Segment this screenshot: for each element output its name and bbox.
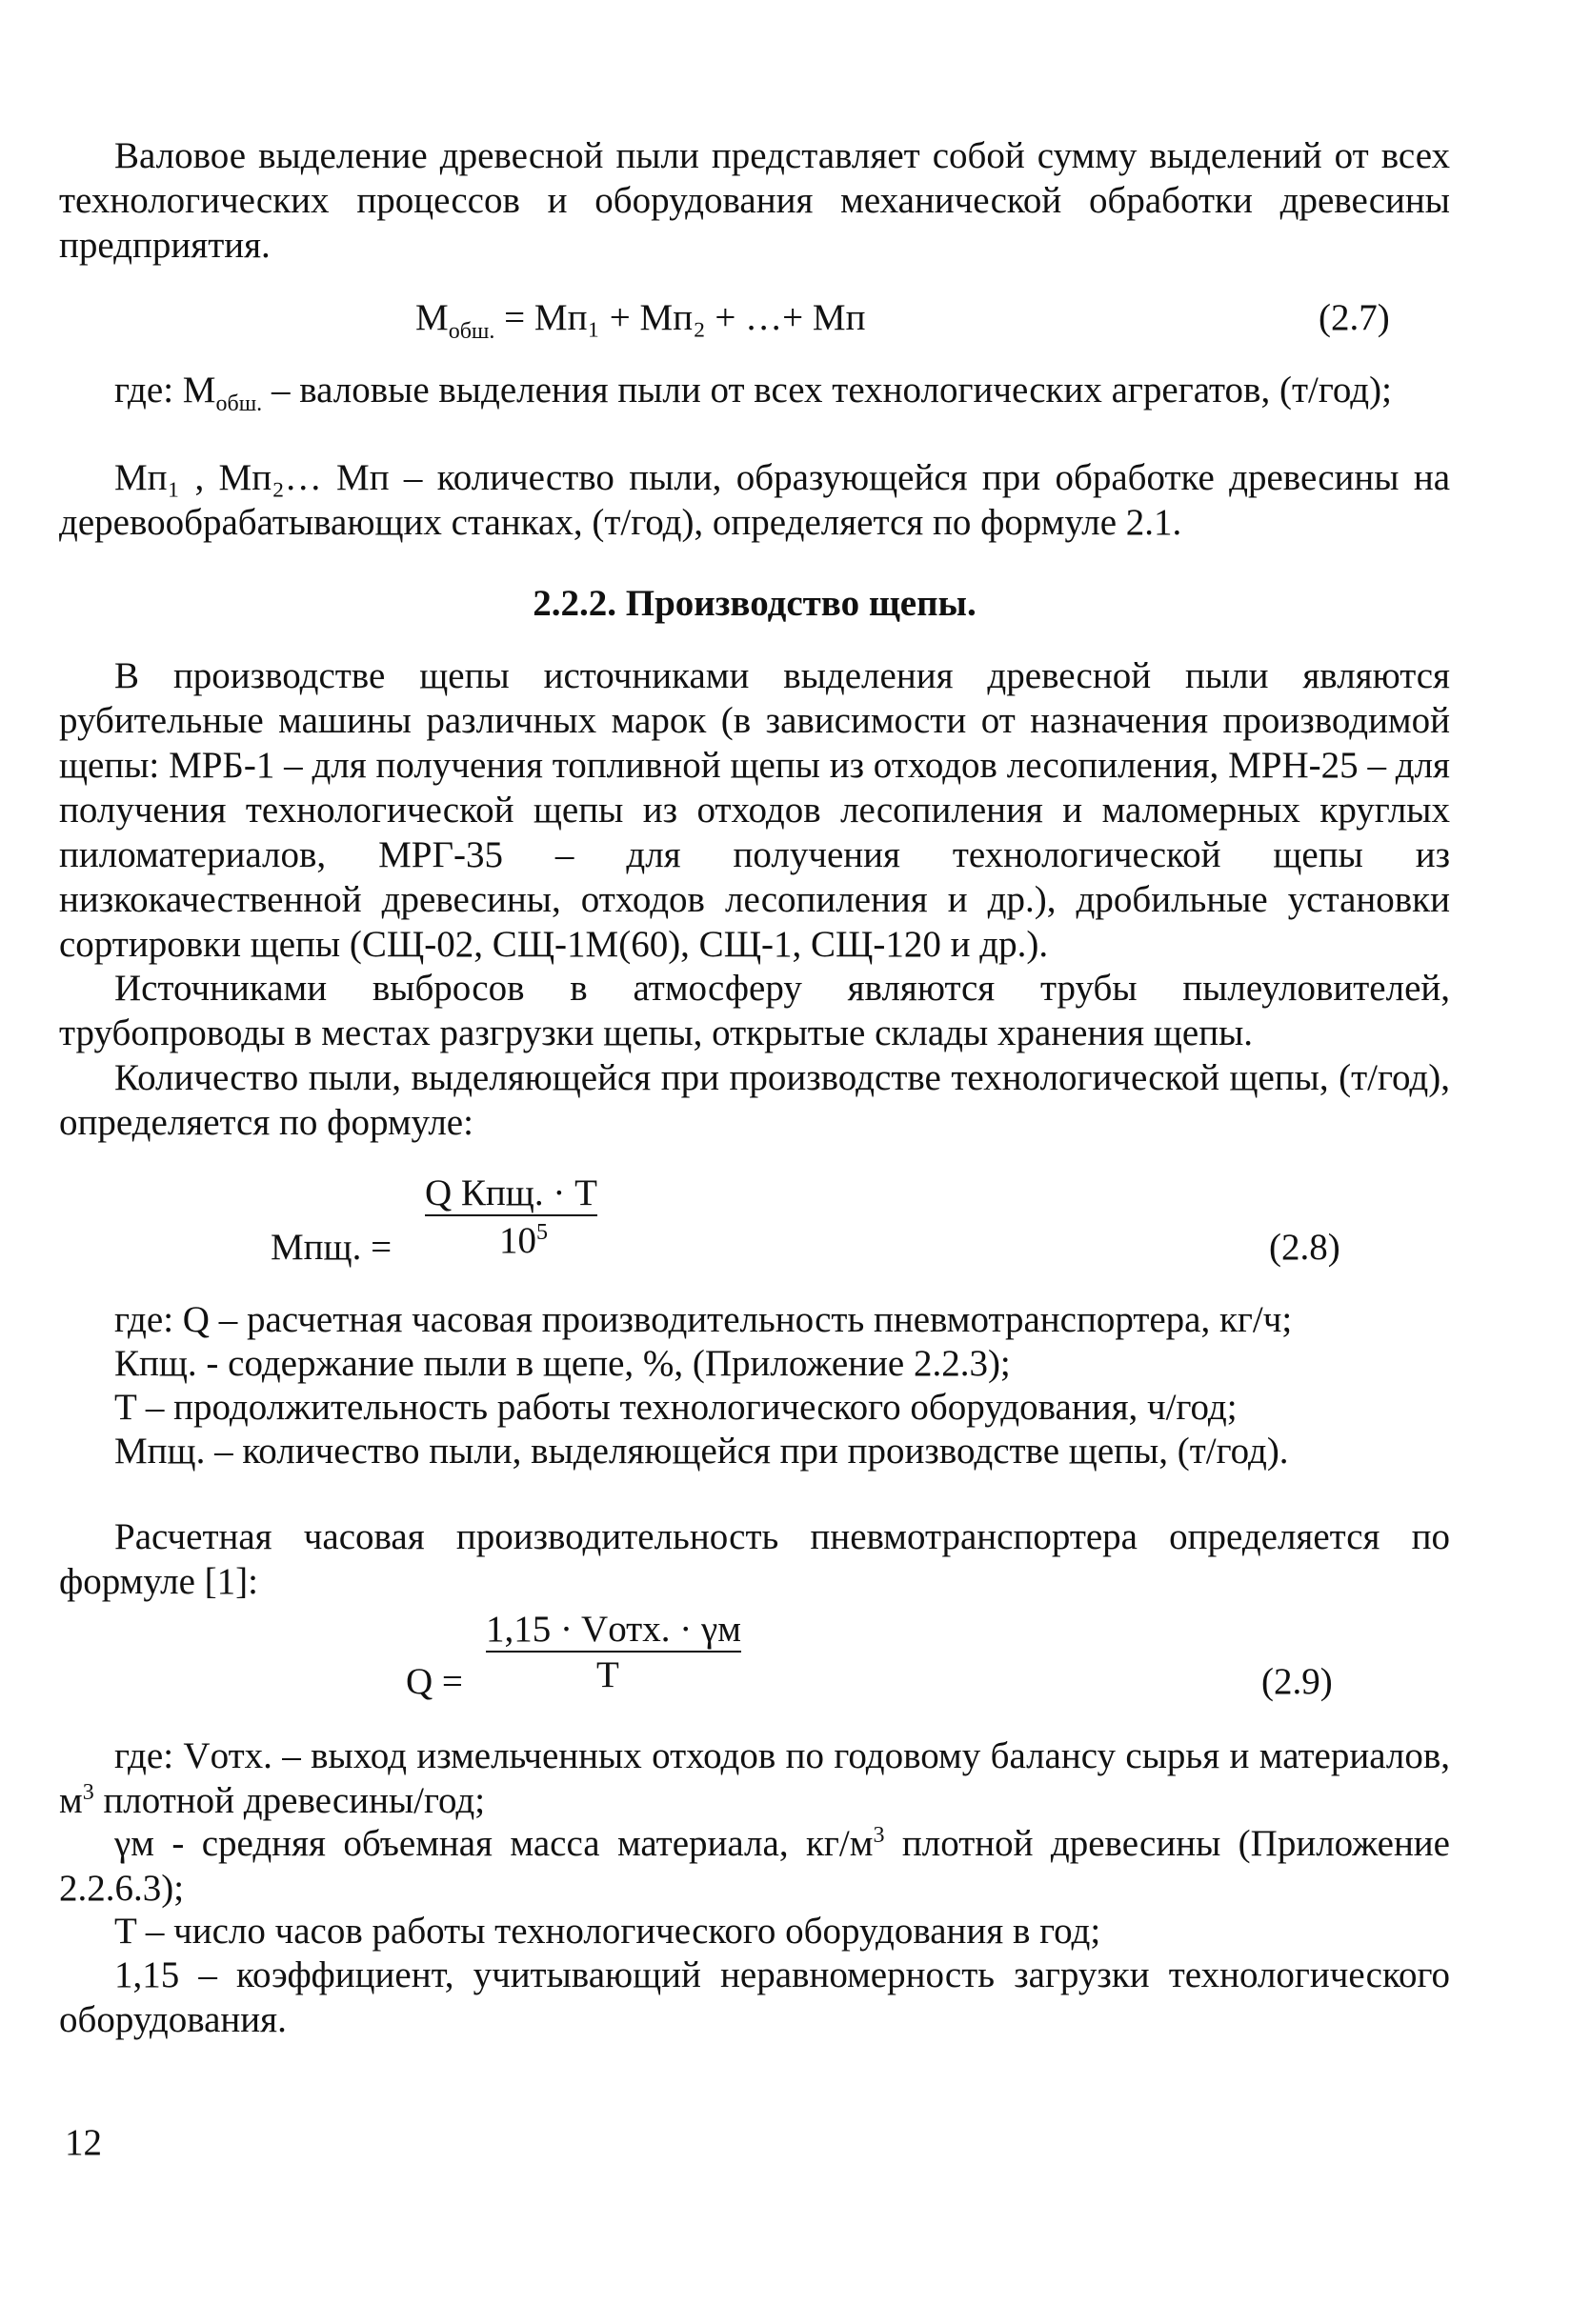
paragraph-hourly-capacity: Расчетная часовая производительность пневмотранспортера определяется по формуле [1]:	[59, 1516, 1450, 1602]
formula-2-8-denominator: $10^5$	[499, 1220, 548, 1261]
page-number: 12	[65, 2122, 102, 2163]
section-heading: 2.2.2. Производство щепы.	[533, 583, 977, 624]
paragraph-mp-definition: Мп₁ , Мп₂… Мп – количество пыли, образующейся при обработке древесины на деревообрабатывающих станках, (т/год), определяется по формуле 2.1.	[59, 457, 1450, 543]
where-gamma: γм - средняя объемная масса материала, $кг/м^3$ плотной древесины (Приложение 2.2.6.3);	[59, 1823, 1450, 1909]
paragraph-dust-quantity: Количество пыли, выделяющейся при производстве технологической щепы, (т/год), определяется по формуле:	[59, 1057, 1450, 1143]
formula-2-8-lhs: Мпщ. =	[271, 1227, 393, 1268]
formula-2-8-numerator: Q Кпщ. · T	[425, 1173, 597, 1216]
paragraph-emission-sources: Источниками выбросов в атмосферу являются трубы пылеуловителей, трубопроводы в местах разгрузки щепы, открытые склады хранения щепы.	[59, 968, 1450, 1053]
where-kpsh: Кпщ. - содержание пыли в щепе, %, (Приложение 2.2.3);	[114, 1343, 1011, 1384]
formula-2-7: $M_{обш.} = Мп_1 + Мп_2$ + …+ Мп	[415, 297, 866, 344]
formula-number-2-7: (2.7)	[1319, 297, 1390, 338]
paragraph-chip-production: В производстве щепы источниками выделения древесной пыли являются рубительные машины различных марок (в зависимости от назначения производимой щепы: МРБ-1 – для получения топливной щепы из отходов лесопиления, МРН-25 – для получения технологической щепы из отходов лесопиления и маломерных круглых пиломатериалов, МРГ-35 – для получения технологической щепы из низкокачественной древесины, отходов лесопиления и др.), дробильные установки сортировки щепы (СЩ-02, СЩ-1М(60), СЩ-1, СЩ-120 и др.).	[59, 655, 1450, 965]
where-votkh: где: Vотх. – выход измельченных отходов по годовому балансу сырья и материалов, $м^3$ плотной древесины/год;	[59, 1735, 1450, 1821]
where-t-hours: T – число часов работы технологического оборудования в год;	[114, 1911, 1101, 1952]
paragraph-where-mobsh: где: $М_{обш.}$ – валовые выделения пыли от всех технологических агрегатов, (т/год);	[114, 370, 1392, 416]
formula-number-2-8: (2.8)	[1269, 1227, 1340, 1268]
where-t: T – продолжительность работы технологического оборудования, ч/год;	[114, 1387, 1238, 1428]
where-q: где: Q – расчетная часовая производительность пневмотранспортера, кг/ч;	[114, 1299, 1293, 1340]
where-coefficient: 1,15 – коэффициент, учитывающий неравномерность загрузки технологического оборудования.	[59, 1954, 1450, 2040]
formula-2-9-lhs: Q =	[406, 1661, 463, 1702]
where-mpsh: Мпщ. – количество пыли, выделяющейся при производстве щепы, (т/год).	[114, 1431, 1289, 1472]
paragraph-gross-emission: Валовое выделение древесной пыли представляет собой сумму выделений от всех технологических процессов и оборудования механической обработки древесины предприятия.	[59, 135, 1450, 266]
formula-number-2-9: (2.9)	[1261, 1661, 1333, 1702]
formula-2-9-numerator: 1,15 · Vотх. · γм	[486, 1610, 741, 1653]
formula-2-9-denominator: T	[596, 1654, 619, 1695]
